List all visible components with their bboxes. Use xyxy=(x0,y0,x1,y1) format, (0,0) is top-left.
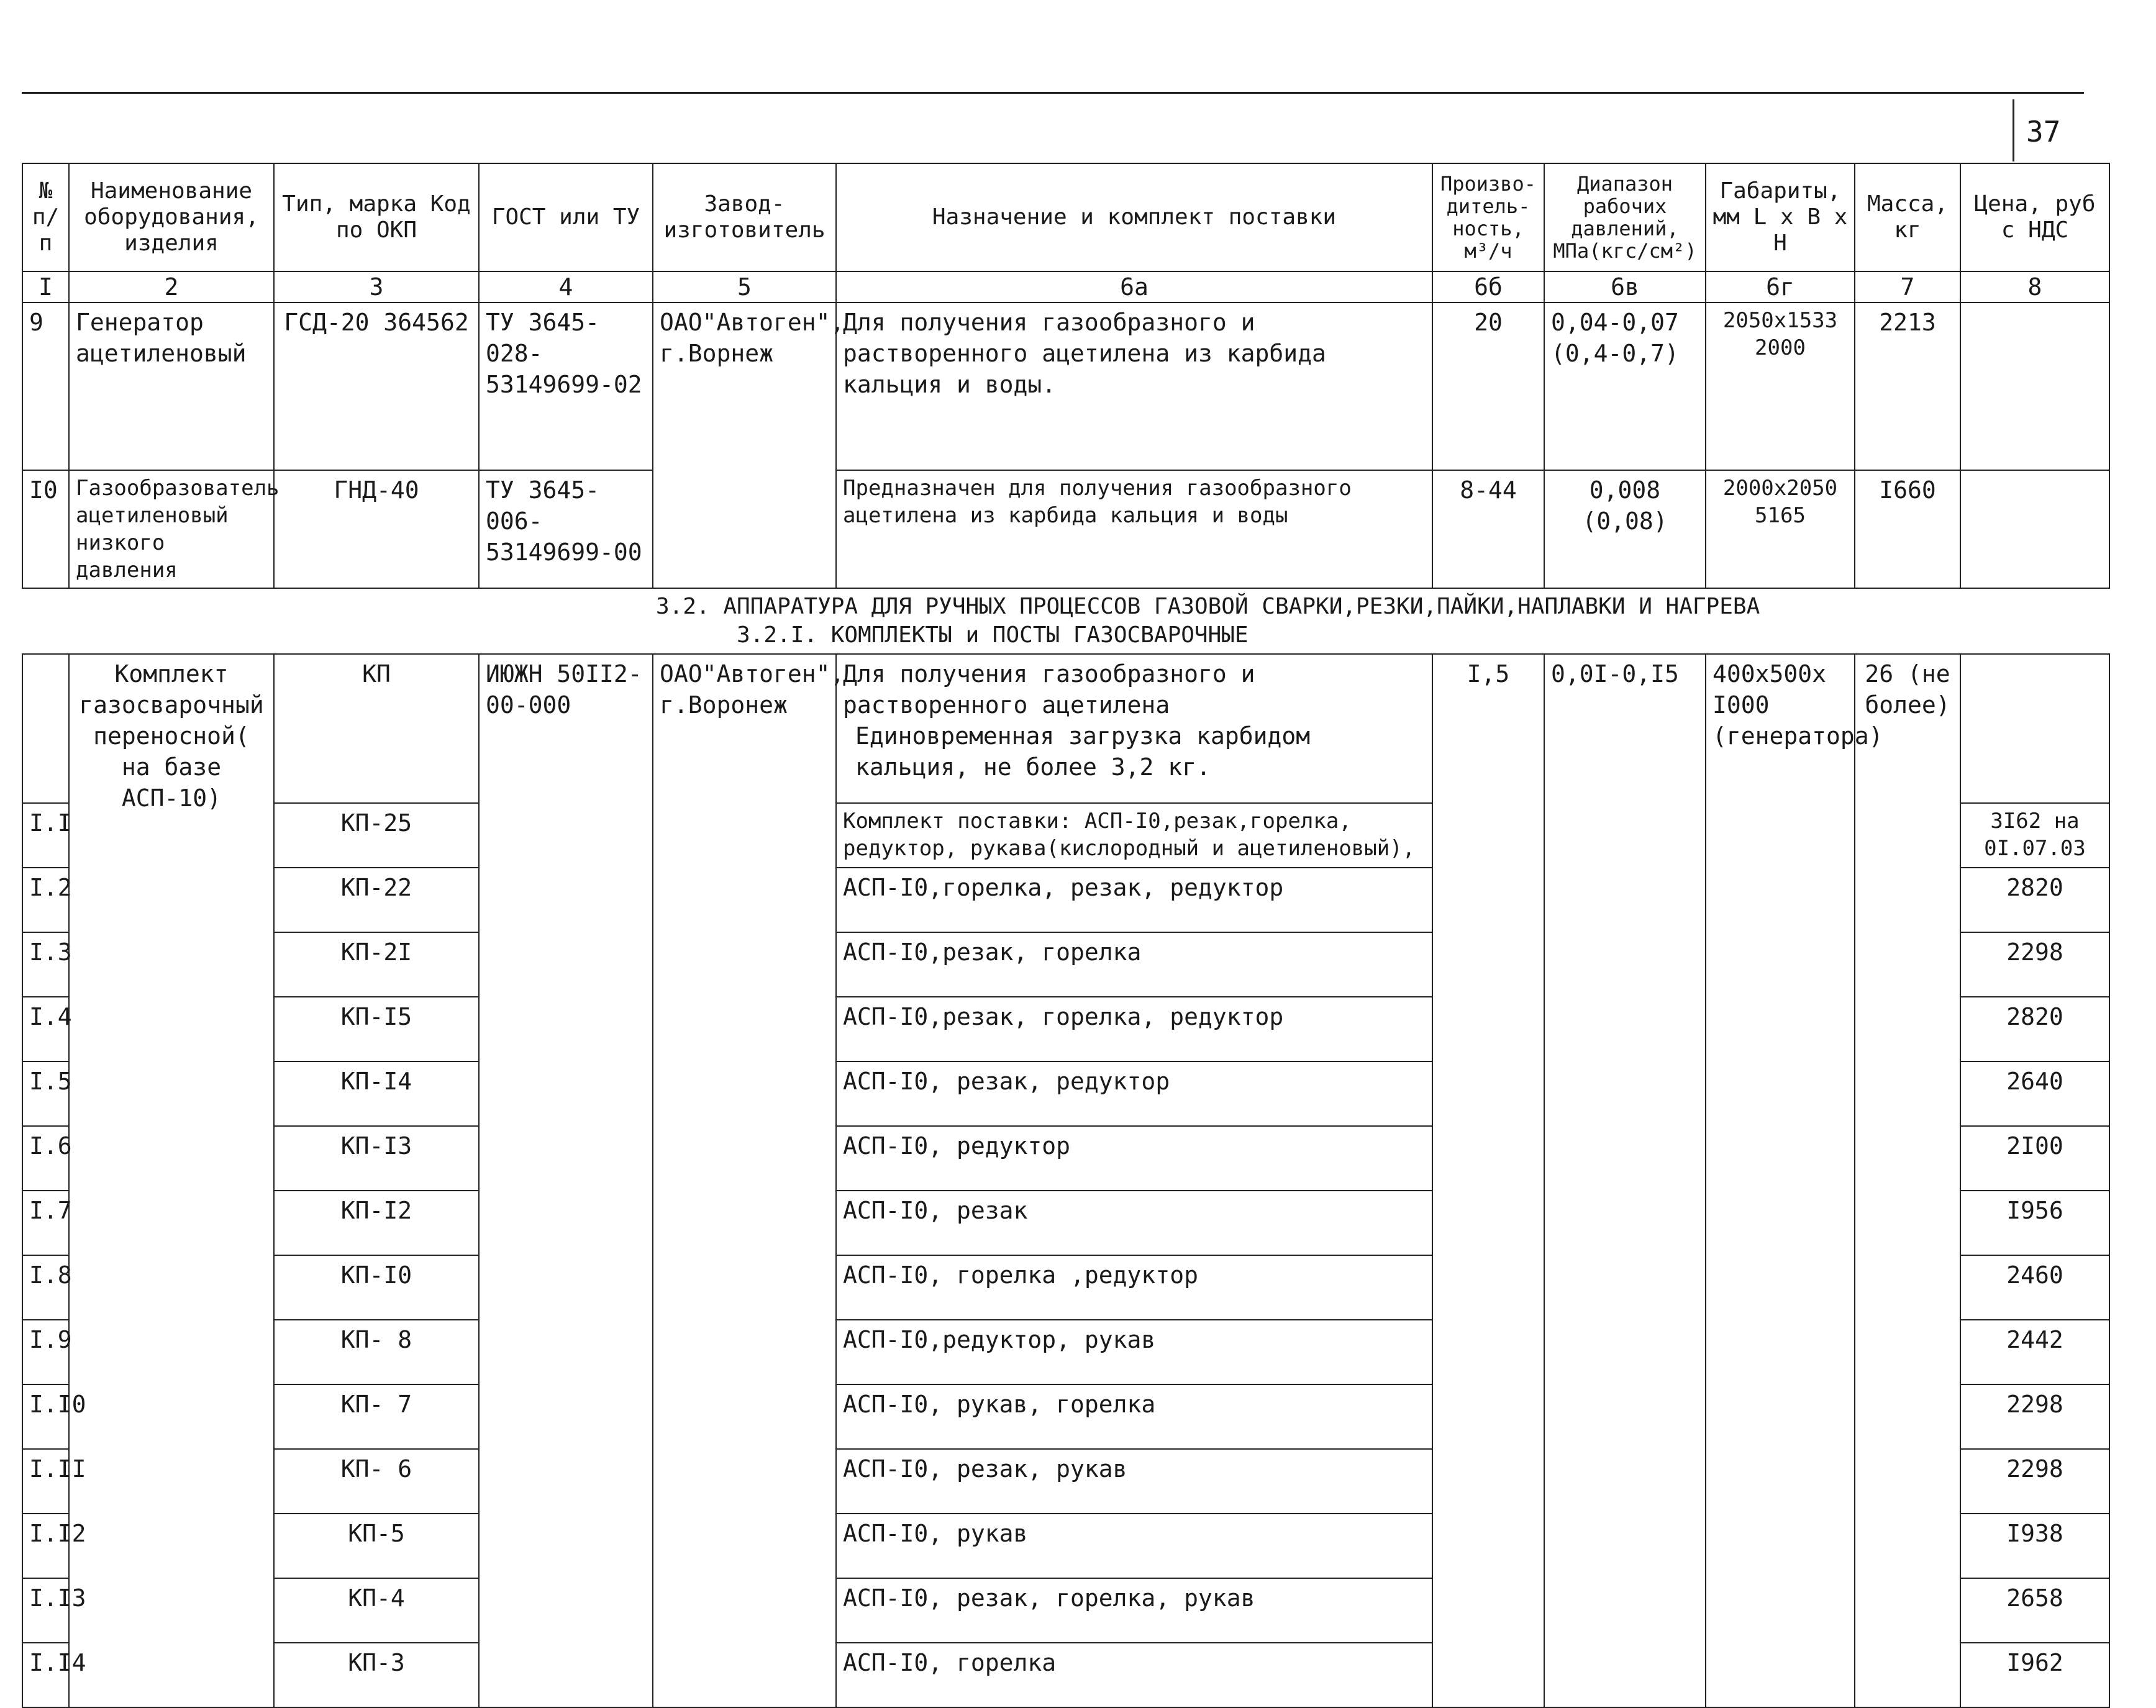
row-gost: ТУ 3645-006-53149699-00 xyxy=(479,470,653,588)
row-maker xyxy=(653,470,836,588)
kit-price xyxy=(1960,654,2109,803)
kit-purpose-main: Для получения газообразного и растворенного ацетилена xyxy=(843,660,1255,719)
row-num: 9 xyxy=(22,302,69,470)
col-number: 4 xyxy=(479,271,653,302)
kit-gost: ИЮЖН 50II2-00-000 xyxy=(479,654,653,1707)
page-number-divider xyxy=(2013,99,2014,161)
section-subtitle: 3.2.I. КОМПЛЕКТЫ и ПОСТЫ ГАЗОСВАРОЧНЫЕ xyxy=(737,622,1249,648)
kit-row-num: I.4 xyxy=(22,997,69,1061)
kit-row-purpose: АСП-I0, горелка ,редуктор xyxy=(836,1255,1432,1320)
kit-purpose xyxy=(836,654,1432,803)
kit-row-price: 2298 xyxy=(1960,1384,2109,1449)
kit-purpose-load: Единовременная загрузка карбидом кальция, не более 3,2 кг. xyxy=(855,722,1311,781)
kit-row-price: I962 xyxy=(1960,1643,2109,1707)
kit-row-type: КП-4 xyxy=(274,1578,479,1643)
col-number: 2 xyxy=(69,271,274,302)
kit-row-num: I.8 xyxy=(22,1255,69,1320)
row-dims: 2050х1533 2000 xyxy=(1706,302,1855,470)
col-header-mass: Масса, кг xyxy=(1855,163,1960,271)
kit-type: КП xyxy=(274,654,479,803)
kit-name: Комплект газосварочный переносной( на базе АСП-10) xyxy=(69,654,274,1707)
col-header-name: Наименование оборудования, изделия xyxy=(69,163,274,271)
col-header-dims: Габариты, мм L x B x H xyxy=(1706,163,1855,271)
row-type: ГСД-20 364562 xyxy=(274,302,479,470)
kit-row-type: КП-I0 xyxy=(274,1255,479,1320)
kit-row-price: 2658 xyxy=(1960,1578,2109,1643)
kit-row-purpose: Комплект поставки: АСП-I0,резак,горелка, редуктор, рукава(кислородный и ацетиленовый), xyxy=(836,803,1432,868)
row-purpose: Предназначен для получения газообразного ацетилена из карбида кальция и воды xyxy=(836,470,1432,588)
col-header-pressure: Диапазон рабочих давлений, МПа(кгс/см²) xyxy=(1544,163,1706,271)
col-number: 6г xyxy=(1706,271,1855,302)
kit-mass: 26 (не более) xyxy=(1855,654,1960,1707)
kit-row-type: КП- 8 xyxy=(274,1320,479,1384)
row-price xyxy=(1960,470,2109,588)
kit-row-price: 2442 xyxy=(1960,1320,2109,1384)
col-header-num: № п/п xyxy=(22,163,69,271)
col-number: I xyxy=(22,271,69,302)
row-purpose: Для получения газообразного и растворенного ацетилена из карбида кальция и воды. xyxy=(836,302,1432,470)
top-rule xyxy=(22,92,2084,94)
kit-row-price: 3I62 на 0I.07.03 xyxy=(1960,803,2109,868)
row-capacity: 8-44 xyxy=(1432,470,1544,588)
kit-row-purpose: АСП-I0,резак, горелка xyxy=(836,932,1432,997)
kit-row-purpose: АСП-I0,горелка, резак, редуктор xyxy=(836,868,1432,932)
kit-dims: 400х500х I000 (генератора) xyxy=(1706,654,1855,1707)
kit-row-price: I956 xyxy=(1960,1191,2109,1255)
col-header-maker: Завод-изготовитель xyxy=(653,163,836,271)
kit-row-type: КП-I4 xyxy=(274,1061,479,1126)
row-mass: I660 xyxy=(1855,470,1960,588)
kit-row-price: 2640 xyxy=(1960,1061,2109,1126)
row-pressure: 0,04-0,07 (0,4-0,7) xyxy=(1544,302,1706,470)
col-number: 5 xyxy=(653,271,836,302)
column-number-row xyxy=(22,271,2109,302)
kit-row-num: I.7 xyxy=(22,1191,69,1255)
kit-row-num: I.I0 xyxy=(22,1384,69,1449)
row-pressure: 0,008 (0,08) xyxy=(1544,470,1706,588)
kit-row-price: 2820 xyxy=(1960,868,2109,932)
kit-row-type: КП-22 xyxy=(274,868,479,932)
table-row xyxy=(22,302,2109,470)
kit-maker: ОАО"Автоген", г.Воронеж xyxy=(653,654,836,1707)
row-num: I0 xyxy=(22,470,69,588)
col-number: 6а xyxy=(836,271,1432,302)
header-row xyxy=(22,163,2109,271)
kit-row-purpose: АСП-I0, резак, рукав xyxy=(836,1449,1432,1514)
page-number: 37 xyxy=(2026,115,2061,148)
section-heading xyxy=(22,588,2109,654)
col-number: 6б xyxy=(1432,271,1544,302)
kit-row-type: КП- 7 xyxy=(274,1384,479,1449)
row-gost: ТУ 3645-028-53149699-02 xyxy=(479,302,653,470)
row-mass: 2213 xyxy=(1855,302,1960,470)
section-title: 3.2. АППАРАТУРА ДЛЯ РУЧНЫХ ПРОЦЕССОВ ГАЗОВОЙ СВАРКИ,РЕЗКИ,ПАЙКИ,НАПЛАВКИ И НАГРЕВА xyxy=(656,594,1760,619)
kit-row-type: КП-25 xyxy=(274,803,479,868)
kit-row-purpose: АСП-I0,резак, горелка, редуктор xyxy=(836,997,1432,1061)
kit-row-type: КП-3 xyxy=(274,1643,479,1707)
kit-row-price: I938 xyxy=(1960,1514,2109,1578)
row-capacity: 20 xyxy=(1432,302,1544,470)
col-header-gost: ГОСТ или ТУ xyxy=(479,163,653,271)
kit-row-purpose: АСП-I0, рукав, горелка xyxy=(836,1384,1432,1449)
kit-row-num: I.9 xyxy=(22,1320,69,1384)
col-number: 7 xyxy=(1855,271,1960,302)
col-number: 3 xyxy=(274,271,479,302)
kit-row-type: КП-2I xyxy=(274,932,479,997)
row-price xyxy=(1960,302,2109,470)
kit-row-price: 2460 xyxy=(1960,1255,2109,1320)
col-header-purpose: Назначение и комплект поставки xyxy=(836,163,1432,271)
section-row xyxy=(22,588,2109,654)
equipment-table xyxy=(22,163,2110,1708)
kit-row-purpose: АСП-I0, резак, редуктор xyxy=(836,1061,1432,1126)
row-dims: 2000х2050 5165 xyxy=(1706,470,1855,588)
kit-row-num: I.I3 xyxy=(22,1578,69,1643)
kit-pressure: 0,0I-0,I5 xyxy=(1544,654,1706,1707)
kit-row-num: I.6 xyxy=(22,1126,69,1191)
col-number: 8 xyxy=(1960,271,2109,302)
kit-row-num: I.3 xyxy=(22,932,69,997)
kit-row-purpose: АСП-I0, резак, горелка, рукав xyxy=(836,1578,1432,1643)
kit-row-type: КП-I2 xyxy=(274,1191,479,1255)
kit-capacity: I,5 xyxy=(1432,654,1544,1707)
col-number: 6в xyxy=(1544,271,1706,302)
kit-row-purpose: АСП-I0, горелка xyxy=(836,1643,1432,1707)
kit-row-purpose: АСП-I0, редуктор xyxy=(836,1126,1432,1191)
row-maker: ОАО"Автоген", г.Ворнеж xyxy=(653,302,836,470)
kit-row-price: 2298 xyxy=(1960,932,2109,997)
kit-row-num: I.I2 xyxy=(22,1514,69,1578)
col-header-type: Тип, марка Код по ОКП xyxy=(274,163,479,271)
kit-row-num: I.2 xyxy=(22,868,69,932)
kit-row-num: I.I4 xyxy=(22,1643,69,1707)
kit-row-num: I.II xyxy=(22,1449,69,1514)
kit-row-type: КП-I3 xyxy=(274,1126,479,1191)
table-row xyxy=(22,470,2109,588)
col-header-price: Цена, руб с НДС xyxy=(1960,163,2109,271)
col-header-capacity: Произво-дитель-ность, м³/ч xyxy=(1432,163,1544,271)
kit-row-num: I.5 xyxy=(22,1061,69,1126)
kit-row-purpose: АСП-I0, рукав xyxy=(836,1514,1432,1578)
kit-num xyxy=(22,654,69,803)
kit-row-price: 2I00 xyxy=(1960,1126,2109,1191)
kit-header-row xyxy=(22,654,2109,803)
kit-row-type: КП- 6 xyxy=(274,1449,479,1514)
row-name: Генератор ацетиленовый xyxy=(69,302,274,470)
kit-row-num: I.I xyxy=(22,803,69,868)
row-name: Газообразователь ацетиленовый низкого давления xyxy=(69,470,274,588)
kit-row-purpose: АСП-I0,редуктор, рукав xyxy=(836,1320,1432,1384)
kit-row-price: 2298 xyxy=(1960,1449,2109,1514)
kit-row-purpose: АСП-I0, резак xyxy=(836,1191,1432,1255)
kit-row-type: КП-I5 xyxy=(274,997,479,1061)
kit-row-type: КП-5 xyxy=(274,1514,479,1578)
kit-row-price: 2820 xyxy=(1960,997,2109,1061)
row-type: ГНД-40 xyxy=(274,470,479,588)
